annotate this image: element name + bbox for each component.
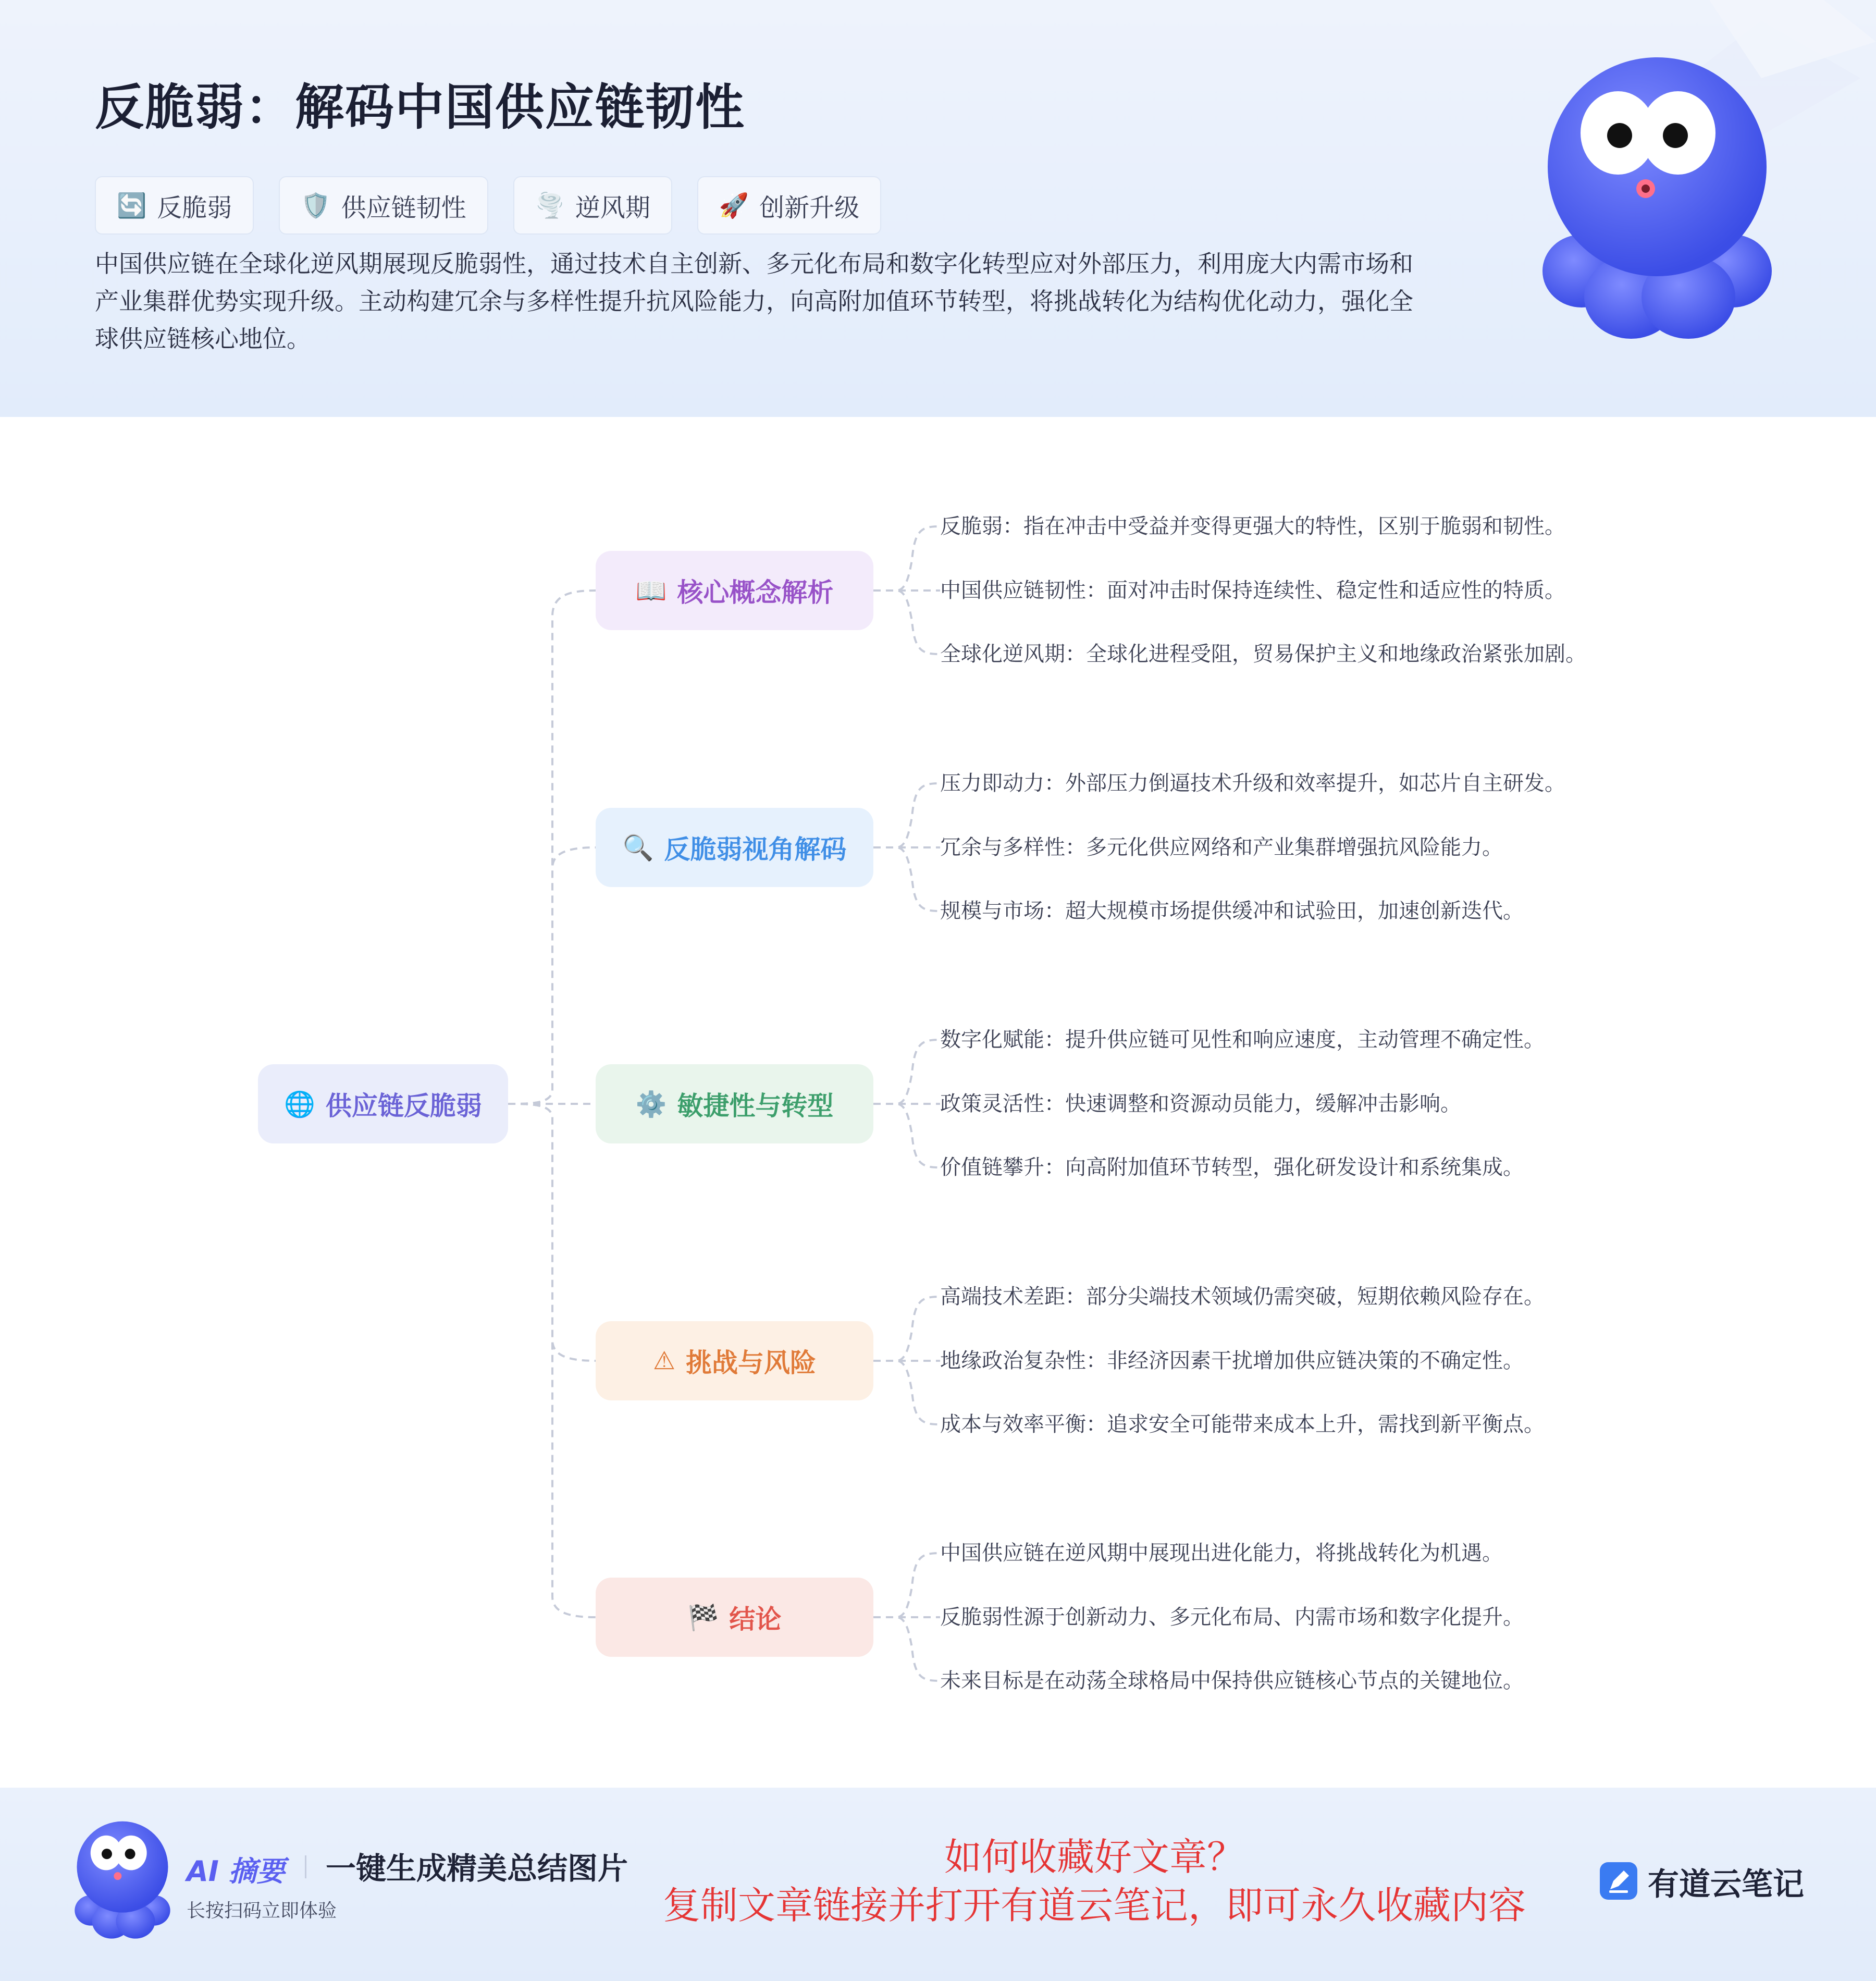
leaf-item: 高端技术差距：部分尖端技术领域仍需突破，短期依赖风险存在。 <box>940 1285 1545 1309</box>
shield-icon: 🛡️ <box>301 191 331 219</box>
tag-supply-chain-resilience[interactable] <box>279 176 488 235</box>
cta-instruction: 复制文章链接并打开有道云笔记，即可永久收藏内容 <box>662 1884 1526 1927</box>
leaf-item: 数字化赋能：提升供应链可见性和响应速度，主动管理不确定性。 <box>940 1028 1545 1052</box>
gear-icon: ⚙️ <box>635 1089 667 1119</box>
rocket-icon: 🚀 <box>719 191 749 219</box>
leaf-item: 价值链攀升：向高附加值环节转型，强化研发设计和系统集成。 <box>940 1155 1524 1179</box>
branch-core-concepts[interactable] <box>596 551 873 630</box>
tag-label: 逆风期 <box>575 193 650 223</box>
tag-innovation-upgrade[interactable] <box>697 176 881 235</box>
branch-label: 挑战与风险 <box>686 1348 817 1378</box>
tag-list <box>95 176 881 235</box>
branch-challenges-risks[interactable] <box>596 1321 873 1400</box>
branch-anti-fragile-perspective[interactable] <box>596 808 873 887</box>
header-banner <box>0 0 1876 417</box>
branch-label: 结论 <box>729 1604 782 1634</box>
mind-map <box>0 417 1876 1788</box>
tornado-icon: 🌪️ <box>535 191 565 219</box>
leaf-item: 全球化逆风期：全球化进程受阻，贸易保护主义和地缘政治紧张加剧。 <box>940 642 1586 666</box>
footer-banner <box>0 1788 1876 1981</box>
warning-icon: ⚠ <box>652 1346 676 1375</box>
tag-label: 供应链韧性 <box>341 193 466 223</box>
branch-conclusion[interactable] <box>596 1578 873 1657</box>
tag-anti-fragile[interactable] <box>95 176 254 235</box>
leaf-item: 反脆弱性源于创新动力、多元化布局、内需市场和数字化提升。 <box>940 1605 1524 1629</box>
checkered-flag-icon: 🏁 <box>687 1603 719 1632</box>
leaf-item: 政策灵活性：快速调整和资源动员能力，缓解冲击影响。 <box>940 1092 1461 1116</box>
branch-agility-transformation[interactable] <box>596 1064 873 1143</box>
leaf-item: 中国供应链在逆风期中展现出进化能力，将挑战转化为机遇。 <box>940 1541 1503 1565</box>
leaf-item: 中国供应链韧性：面对冲击时保持连续性、稳定性和适应性的特质。 <box>940 579 1565 602</box>
brand-name[interactable]: 有道云笔记 <box>1648 1866 1804 1903</box>
globe-icon: 🌐 <box>284 1089 315 1119</box>
leaf-item: 反脆弱：指在冲击中受益并变得更强大的特性，区别于脆弱和韧性。 <box>940 514 1565 538</box>
slogan: 一键生成精美总结图片 <box>326 1851 628 1886</box>
leaf-item: 地缘政治复杂性：非经济因素干扰增加供应链决策的不确定性。 <box>940 1349 1524 1373</box>
branch-label: 敏捷性与转型 <box>677 1091 834 1121</box>
leaf-item: 成本与效率平衡：追求安全可能带来成本上升，需找到新平衡点。 <box>940 1412 1545 1436</box>
root-label: 供应链反脆弱 <box>325 1091 482 1121</box>
leaf-item: 规模与市场：超大规模市场提供缓冲和试验田，加速创新迭代。 <box>940 899 1524 923</box>
leaf-item: 未来目标是在动荡全球格局中保持供应链核心节点的关键地位。 <box>940 1669 1524 1693</box>
book-icon: 📖 <box>635 576 667 606</box>
tag-label: 创新升级 <box>759 193 860 223</box>
branch-label: 核心概念解析 <box>677 577 834 608</box>
note-pen-icon <box>1600 1862 1637 1900</box>
page-title: 反脆弱：解码中国供应链韧性 <box>95 79 746 136</box>
scan-hint: 长按扫码立即体验 <box>187 1900 337 1922</box>
leaf-item: 冗余与多样性：多元化供应网络和产业集群增强抗风险能力。 <box>940 835 1503 859</box>
tag-label: 反脆弱 <box>157 193 232 223</box>
tag-headwind-period[interactable] <box>513 176 672 235</box>
leaf-item: 压力即动力：外部压力倒逼技术升级和效率提升，如芯片自主研发。 <box>940 771 1565 795</box>
cycle-arrows-icon: 🔄 <box>117 191 147 219</box>
cta-question: 如何收藏好文章？ <box>944 1835 1244 1879</box>
magnifier-icon: 🔍 <box>622 833 654 863</box>
octopus-mascot-icon <box>1532 36 1782 349</box>
root-node[interactable] <box>258 1064 508 1143</box>
branch-label: 反脆弱视角解码 <box>664 834 847 865</box>
summary-text: 中国供应链在全球化逆风期展现反脆弱性，通过技术自主创新、多元化布局和数字化转型应对外部压力，利用庞大内需市场和产业集群优势实现升级。主动构建冗余与多样性提升抗风险能力，向高附加值环节转型，将挑战转化为结构优化动力，强化全球供应链核心地位。 <box>95 250 1413 353</box>
ai-summary-badge: AI 摘要 <box>187 1855 285 1888</box>
